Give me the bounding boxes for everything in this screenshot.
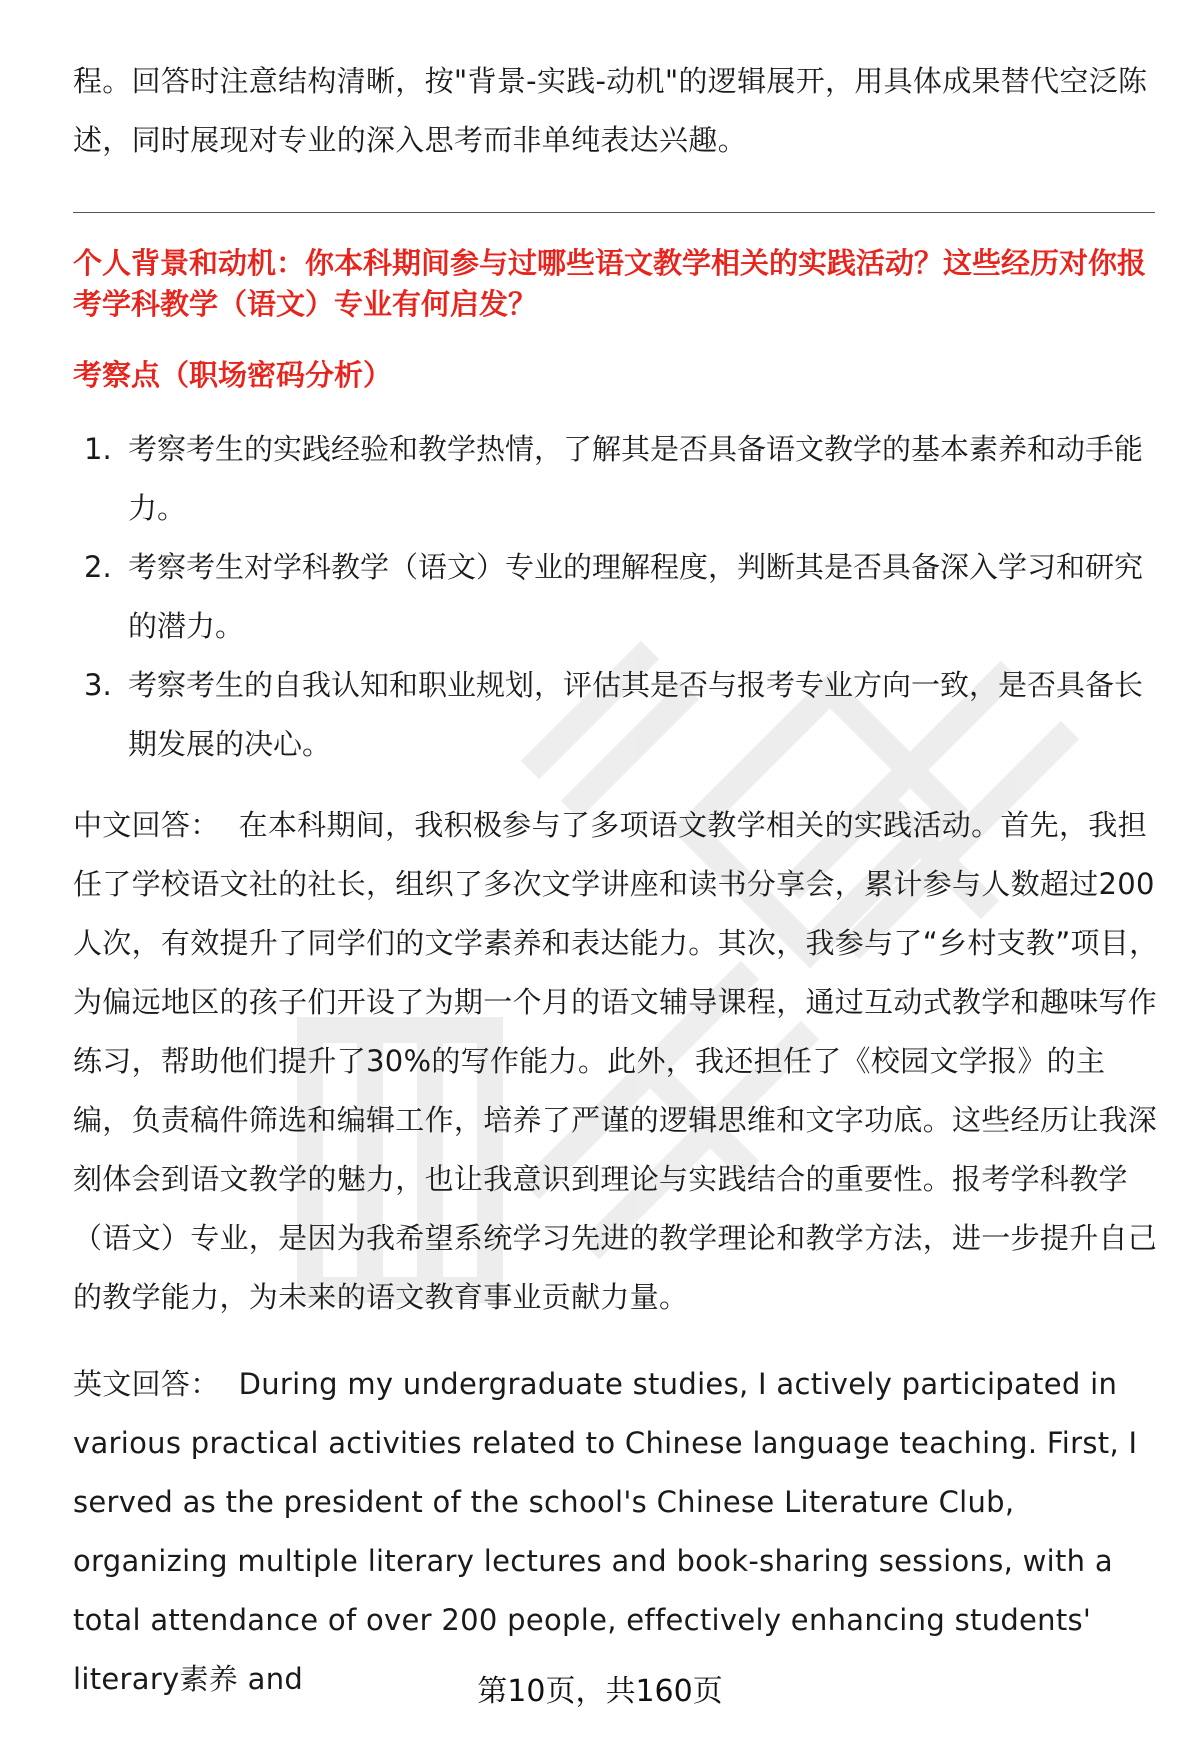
- chinese-answer-text: 在本科期间，我积极参与了多项语文教学相关的实践活动。首先，我担任了学校语文社的社长，组织了多次文学讲座和读书分享会，累计参与人数超过200人次，有效提升了同学们的文学素养和表达能力。其次，我参与了“乡村支教”项目，为偏远地区的孩子们开设了为期一个月的语文辅导课程，通过互动式教学和趣味写作练习，帮助他们提升了30%的写作能力。此外，我还担任了《校园文学报》的主编，负责稿件筛选和编辑工作，培养了严谨的逻辑思维和文字功底。这些经历让我深刻体会到语文教学的魅力，也让我意识到理论与实践结合的重要性。报考学科教学（语文）专业，是因为我希望系统学习先进的教学理论和教学方法，进一步提升自己的教学能力，为未来的语文教育事业贡献力量。: [73, 808, 1159, 1314]
- list-item-number: 2.: [84, 550, 112, 584]
- page-number-footer: 第10页，共160页: [477, 1674, 723, 1709]
- chinese-answer: [73, 796, 1163, 1327]
- list-item-number: 1.: [84, 432, 112, 466]
- list-item-number: 3.: [84, 668, 112, 702]
- intro-paragraph: 程。回答时注意结构清晰，按"背景-实践-动机"的逻辑展开，用具体成果替代空泛陈述，同时展现对专业的深入思考而非单纯表达兴趣。: [73, 64, 1148, 157]
- document-page: [73, 52, 1163, 1709]
- list-item-text: 考察考生的自我认知和职业规划，评估其是否与报考专业方向一致，是否具备长期发展的决心。: [128, 668, 1144, 761]
- list-item: [73, 538, 1163, 656]
- question-heading: 个人背景和动机：你本科期间参与过哪些语文教学相关的实践活动？这些经历对你报考学科教学（语文）专业有何启发？: [73, 246, 1147, 321]
- section-divider: [73, 212, 1155, 213]
- english-answer-label: 英文回答：: [73, 1367, 220, 1401]
- assessment-points-list: [73, 420, 1163, 774]
- english-answer-text: During my undergraduate studies, I actively participated in various practical activities related to Chinese language teaching. First, I served as the president of the school's Chinese Literature Club, organizing multiple literary lectures and book-sharing sessions, with a total attendance of over 200 people, effectively enhancing students' literary素养 and: [73, 1367, 1138, 1696]
- list-item: [73, 420, 1163, 538]
- chinese-answer-label: 中文回答：: [73, 808, 220, 842]
- list-item-text: 考察考生的实践经验和教学热情，了解其是否具备语文教学的基本素养和动手能力。: [128, 432, 1144, 525]
- assessment-label: 考察点（职场密码分析）: [73, 358, 393, 392]
- list-item: [73, 656, 1163, 774]
- english-answer: [73, 1355, 1163, 1709]
- list-item-text: 考察考生对学科教学（语文）专业的理解程度，判断其是否具备深入学习和研究的潜力。: [128, 550, 1144, 643]
